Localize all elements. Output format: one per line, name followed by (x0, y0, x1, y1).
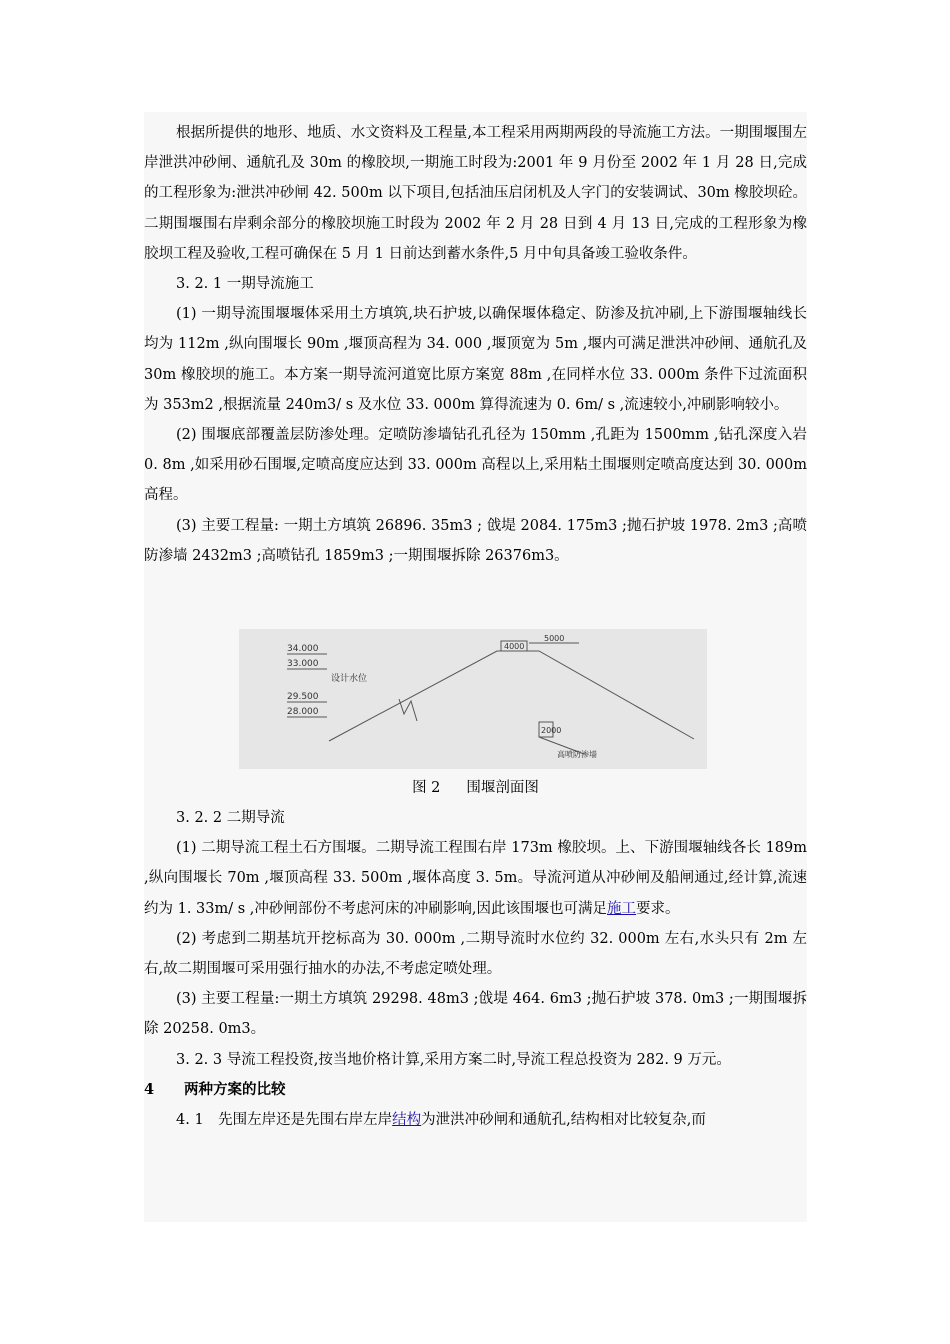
paragraph-text: (1) 二期导流工程土石方围堰。二期导流工程围右岸 173m 橡胶坝。上、下游围堰轴线各长 189m ,纵向围堰长 70m ,堰顶高程 33. 500m ,堰体高度 3. 5m。导流河道从冲砂闸及船闸通过,经计算,流速约为 1. 33m/ s ,冲砂闸部份不考虑河床的冲刷影响,因此该围堰也可满足 (144, 840, 807, 917)
section-heading-3-2-1: 3. 2. 1 一期导流施工 (176, 276, 314, 293)
elevation-label: 28.000 (287, 707, 319, 718)
document-body (144, 118, 807, 1135)
paragraph-intro: 根据所提供的地形、地质、水文资料及工程量,本工程采用两期两段的导流施工方法。一期围堰围左岸泄洪冲砂闸、通航孔及 30m 的橡胶坝,一期施工时段为:2001 年 9 月份至 2002 年 1 月 28 日,完成的工程形象为:泄洪冲砂闸 42. 500m 以下项目,包括油压启闭机及人字门的安装调试、30m 橡胶坝砼。二期围堰围右岸剩余部分的橡胶坝施工时段为 2002 年 2 月 28 日到 4 月 13 日,完成的工程形象为橡胶坝工程及验收,工程可确保在 5 月 1 日前达到蓄水条件,5 月中旬具备竣工验收条件。 (144, 125, 807, 262)
spacer (144, 571, 807, 629)
structure-link[interactable]: 结构 (392, 1112, 422, 1129)
elevation-label: 34.000 (287, 644, 319, 655)
paragraph-phase1-cofferdam: (1) 一期导流围堰堰体采用土方填筑,块石护坡,以确保堰体稳定、防渗及抗冲刷,上下游围堰轴线长均为 112m ,纵向围堰长 90m ,堰顶高程为 34. 000 ,堰顶宽为 5m ,堰内可满足泄洪冲砂闸、通航孔及 30m 橡胶坝的施工。本方案一期导流河道宽比原方案宽 88m ,在同样水位 33. 000m 条件下过流面积为 353m2 ,根据流量 240m3/ s 及水位 33. 000m 算得流速为 0. 6m/ s ,流速较小,冲刷影响较小。 (144, 306, 807, 413)
elevation-label: 29.500 (287, 692, 319, 703)
paragraph-text: 4. 1 先围左岸还是先围右岸左岸 (176, 1112, 393, 1129)
paragraph-text: 为泄洪冲砂闸和通航孔,结构相对比较复杂,而 (421, 1112, 706, 1129)
figure-caption (144, 775, 807, 801)
paragraph-phase1-quantities: (3) 主要工程量: 一期土方填筑 26896. 35m3 ; 戗堤 2084. 175m3 ;抛石护坡 1978. 2m3 ;高喷防渗墙 2432m3 ;高喷钻孔 1859m3 ;一期围堰拆除 26376m3。 (144, 517, 807, 564)
figure-title: 围堰剖面图 (466, 780, 539, 797)
heading-text: 两种方案的比较 (184, 1080, 286, 1098)
elevation-label: 33.000 (287, 659, 319, 670)
paragraph-phase2-pit: (2) 考虑到二期基坑开挖标高为 30. 000m ,二期导流时水位约 32. 000m 左右,水头只有 2m 左右,故二期围堰可采用强行抽水的办法,不考虑定喷处理。 (144, 930, 807, 978)
heading-number: 4 (144, 1080, 155, 1098)
paragraph-text: 要求。 (636, 900, 680, 917)
seepage-wall-label: 高喷防渗墙 (557, 750, 597, 760)
section-heading-4 (144, 1075, 807, 1105)
crest-width-label: 4000 (504, 642, 525, 652)
paragraph-comparison (144, 1105, 807, 1135)
dimension-label: 2000 (541, 726, 562, 736)
construction-link[interactable]: 施工 (607, 900, 637, 917)
design-water-label: 设计水位 (331, 674, 368, 685)
paragraph-seepage-treatment: (2) 围堰底部覆盖层防渗处理。定喷防渗墙钻孔孔径为 150mm ,孔距为 1500mm ,钻孔深度入岩 0. 8m ,如采用砂石围堰,定喷高度应达到 33. 000m 高程以上,采用粘土围堰则定喷高度达到 30. 000m 高程。 (144, 427, 807, 504)
section-heading-3-2-2: 3. 2. 2 二期导流 (176, 810, 285, 827)
paragraph-investment: 3. 2. 3 导流工程投资,按当地价格计算,采用方案二时,导流工程总投资为 282. 9 万元。 (176, 1051, 731, 1068)
figure-number: 图 2 (412, 780, 441, 797)
cofferdam-section-drawing (239, 629, 707, 769)
dimension-label: 5000 (544, 634, 565, 644)
paragraph-phase2-cofferdam (144, 833, 807, 924)
paragraph-phase2-quantities: (3) 主要工程量:一期土方填筑 29298. 48m3 ;戗堤 464. 6m3 ;抛石护坡 378. 0m3 ;一期围堰拆除 20258. 0m3。 (144, 991, 807, 1038)
cofferdam-section-figure (239, 629, 707, 769)
